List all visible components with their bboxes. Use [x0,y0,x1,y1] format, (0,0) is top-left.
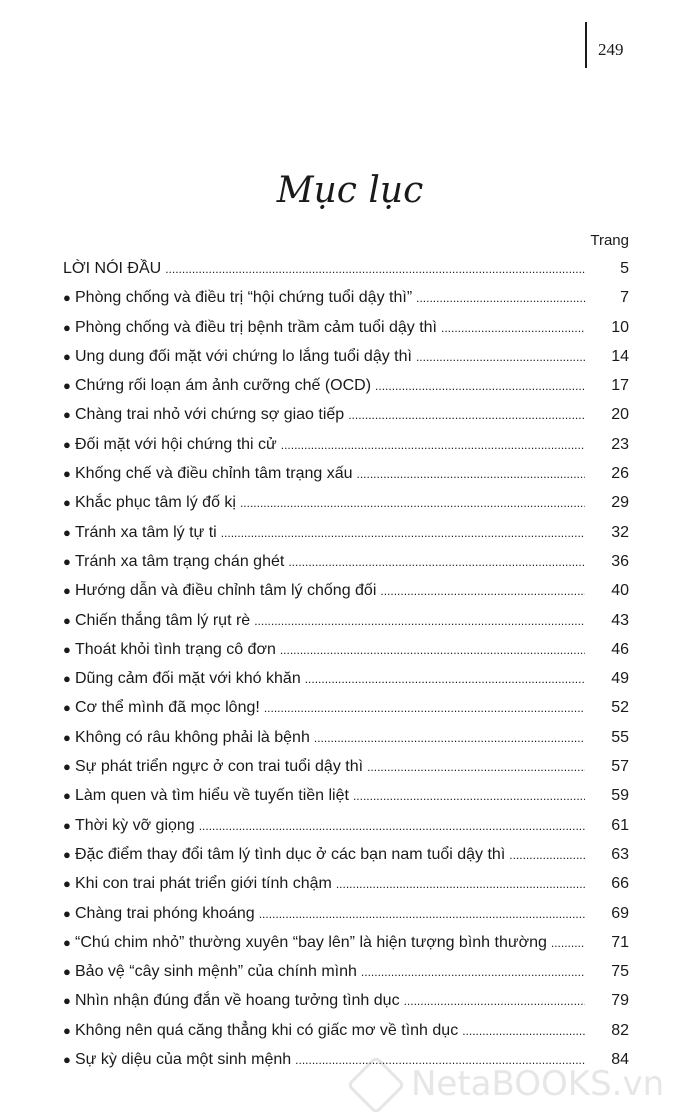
dot-leader [348,408,585,422]
bullet-icon: ● [63,759,71,775]
dot-leader [165,262,585,276]
toc-entry-title: Đối mặt với hội chứng thi cử [75,435,277,453]
toc-entry[interactable] [63,729,629,758]
toc-entry-title: LỜI NÓI ĐẦU [63,260,162,277]
bullet-icon: ● [63,466,71,482]
toc-entry-title: Thời kỳ vỡ giọng [75,816,195,834]
bullet-icon: ● [63,436,71,452]
toc-entry[interactable] [63,465,629,494]
bullet-icon: ● [63,876,71,892]
bullet-icon: ● [63,993,71,1009]
toc-entry-page: 57 [611,758,629,776]
toc-entry-page: 23 [611,435,629,453]
toc-entry[interactable] [63,758,629,787]
table-of-contents [63,260,629,1080]
toc-entry[interactable] [63,289,629,318]
toc-entry-title: Bảo vệ “cây sinh mệnh” của chính mình [75,963,357,981]
bullet-icon: ● [63,964,71,980]
bullet-icon: ● [63,583,71,599]
toc-entry[interactable] [63,846,629,875]
toc-entry-title: Dũng cảm đối mặt với khó khăn [75,670,301,688]
page-number: 249 [598,40,624,59]
toc-entry[interactable] [63,963,629,992]
toc-entry-title: Làm quen và tìm hiểu về tuyến tiền liệt [75,787,349,805]
dot-leader [280,643,585,657]
dot-leader [509,848,585,862]
toc-entry[interactable] [63,377,629,406]
bullet-icon: ● [63,553,71,569]
toc-entry-title: Ung dung đối mặt với chứng lo lắng tuổi dậy thì [75,347,412,365]
toc-entry-page: 43 [611,611,629,629]
toc-entry-page: 40 [611,582,629,600]
toc-entry-page: 20 [611,406,629,424]
toc-entry-title: Sự phát triển ngực ở con trai tuổi dậy thì [75,758,364,776]
bullet-icon: ● [63,700,71,716]
dot-leader [375,379,585,393]
toc-entry-title: Cơ thể mình đã mọc lông! [75,699,260,717]
bullet-icon: ● [63,407,71,423]
dot-leader [240,496,585,510]
toc-entry-page: 84 [611,1051,629,1069]
bullet-icon: ● [63,378,71,394]
toc-entry-page: 55 [611,728,629,746]
toc-entry[interactable] [63,319,629,348]
toc-entry[interactable] [63,612,629,641]
watermark-text: NetaBOOKS.vn [411,1064,665,1104]
bullet-icon: ● [63,1022,71,1038]
watermark [355,1060,695,1110]
toc-entry-page: 63 [611,845,629,863]
dot-leader [416,350,585,364]
dot-leader [305,672,585,686]
toc-entry-page: 32 [611,523,629,541]
page-header-rule [585,22,587,68]
dot-leader [281,438,585,452]
toc-entry-page: 66 [611,875,629,893]
toc-entry-page: 69 [611,904,629,922]
toc-entry[interactable] [63,670,629,699]
toc-entry-page: 26 [611,465,629,483]
toc-entry-title: Nhìn nhận đúng đắn về hoang tưởng tình dục [75,992,400,1010]
toc-entry-title: Tránh xa tâm lý tự ti [75,523,217,541]
bullet-icon: ● [63,290,71,306]
bullet-icon: ● [63,671,71,687]
toc-entry-title: “Chú chim nhỏ” thường xuyên “bay lên” là hiện tượng bình thường [75,933,547,951]
toc-entry-page: 52 [611,699,629,717]
toc-entry[interactable] [63,494,629,523]
dot-leader [353,789,585,803]
toc-entry[interactable] [63,817,629,846]
bullet-icon: ● [63,788,71,804]
watermark-logo-icon [346,1055,405,1114]
dot-leader [462,1024,585,1038]
bullet-icon: ● [63,905,71,921]
toc-entry-title: Khắc phục tâm lý đố kị [75,494,236,512]
dot-leader [551,936,585,950]
dot-leader [221,526,585,540]
toc-entry-title: Thoát khỏi tình trạng cô đơn [75,640,276,658]
toc-entry-page: 71 [611,933,629,951]
toc-entry-page: 7 [620,289,629,307]
toc-entry[interactable] [63,787,629,816]
bullet-icon: ● [63,612,71,628]
dot-leader [380,584,585,598]
toc-entry-title: Phòng chống và điều trị bệnh trầm cảm tuổi dậy thì [75,318,437,336]
toc-entry[interactable] [63,553,629,582]
dot-leader [259,907,585,921]
toc-entry-title: Sự kỳ diệu của một sinh mệnh [75,1051,292,1069]
toc-entry-page: 75 [611,963,629,981]
toc-entry-title: Chàng trai phóng khoáng [75,904,255,922]
toc-entry-title: Phòng chống và điều trị “hội chứng tuổi dậy thì” [75,289,413,307]
toc-entry-title: Hướng dẫn và điều chỉnh tâm lý chống đối [75,582,377,600]
toc-entry-page: 59 [611,787,629,805]
toc-entry[interactable] [63,641,629,670]
bullet-icon: ● [63,817,71,833]
toc-entry[interactable] [63,1022,629,1051]
toc-entry-title: Chứng rối loạn ám ảnh cưỡng chế (OCD) [75,377,372,395]
toc-entry-page: 5 [620,260,629,277]
toc-entry-page: 14 [611,347,629,365]
toc-entry-page: 17 [611,377,629,395]
toc-entry[interactable] [63,934,629,963]
bullet-icon: ● [63,934,71,950]
bullet-icon: ● [63,846,71,862]
toc-entry-page: 49 [611,670,629,688]
dot-leader [361,965,585,979]
toc-entry-title: Không có râu không phải là bệnh [75,728,310,746]
toc-entry-title: Khi con trai phát triển giới tính chậm [75,875,332,893]
toc-entry-page: 10 [611,318,629,336]
dot-leader [288,555,585,569]
toc-entry-title: Chàng trai nhỏ với chứng sợ giao tiếp [75,406,345,424]
toc-entry-title: Khống chế và điều chỉnh tâm trạng xấu [75,465,353,483]
toc-entry[interactable] [63,260,629,289]
toc-entry[interactable] [63,406,629,435]
dot-leader [367,760,585,774]
toc-entry[interactable] [63,875,629,904]
bullet-icon: ● [63,729,71,745]
toc-entry[interactable] [63,905,629,934]
toc-entry-title: Đặc điểm thay đổi tâm lý tình dục ở các bạn nam tuổi dậy thì [75,845,506,863]
bullet-icon: ● [63,319,71,335]
bullet-icon: ● [63,524,71,540]
dot-leader [357,467,585,481]
toc-entry-page: 79 [611,992,629,1010]
toc-entry-title: Tránh xa tâm trạng chán ghét [75,552,285,570]
toc-entry-title: Không nên quá căng thẳng khi có giấc mơ về tình dục [75,1021,459,1039]
toc-entry-page: 61 [611,816,629,834]
dot-leader [264,701,585,715]
toc-entry[interactable] [63,436,629,465]
toc-entry-page: 36 [611,552,629,570]
toc-entry[interactable] [63,524,629,553]
toc-entry[interactable] [63,348,629,377]
dot-leader [441,321,585,335]
toc-entry-page: 29 [611,494,629,512]
dot-leader [404,994,585,1008]
dot-leader [416,291,585,305]
bullet-icon: ● [63,1052,71,1068]
toc-entry-page: 82 [611,1021,629,1039]
dot-leader [314,731,585,745]
toc-entry-page: 46 [611,640,629,658]
page-title: Mục lục [276,170,424,211]
dot-leader [336,877,585,891]
bullet-icon: ● [63,495,71,511]
dot-leader [199,819,585,833]
dot-leader [254,614,585,628]
page-column-label: Trang [590,232,629,249]
toc-entry[interactable] [63,582,629,611]
toc-entry[interactable] [63,699,629,728]
toc-entry-title: Chiến thắng tâm lý rụt rè [75,611,251,629]
bullet-icon: ● [63,641,71,657]
bullet-icon: ● [63,348,71,364]
toc-entry[interactable] [63,992,629,1021]
